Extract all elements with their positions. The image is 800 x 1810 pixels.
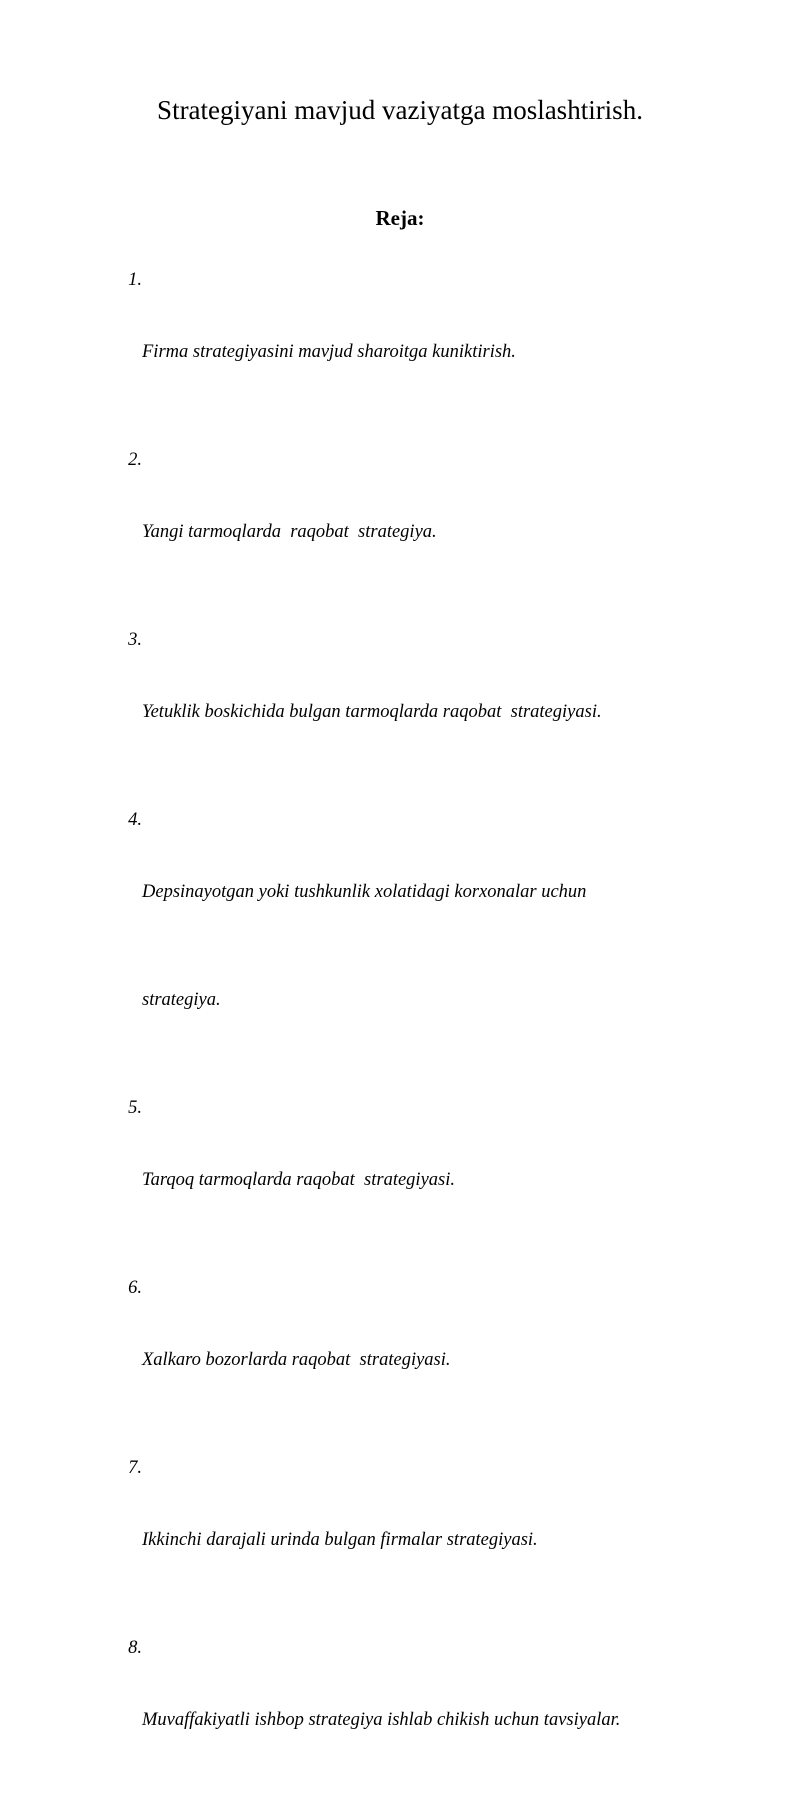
list-item [108, 622, 748, 802]
plan-heading: Reja: [375, 206, 425, 230]
list-item-number: 4. [128, 810, 142, 830]
list-item-text [142, 1450, 748, 1630]
list-item-number: 8. [128, 1638, 142, 1658]
list-item-line: strategiya. [142, 990, 221, 1010]
list-item [108, 1270, 748, 1450]
page-title: Strategiyani mavjud vaziyatga moslashtirish. [157, 95, 643, 125]
list-item-number: 7. [128, 1458, 142, 1478]
list-item [108, 262, 748, 442]
list-item-line: Firma strategiyasini mavjud sharoitga kuniktirish. [142, 342, 516, 362]
list-item-number: 6. [128, 1278, 142, 1298]
list-item [108, 1090, 748, 1270]
list-item-line: Yetuklik boskichida bulgan tarmoqlarda raqobat strategiyasi. [142, 702, 602, 722]
list-item [108, 442, 748, 622]
list-item [108, 1450, 748, 1630]
list-item-line: Ikkinchi darajali urinda bulgan firmalar strategiyasi. [142, 1530, 538, 1550]
list-item-number: 1. [128, 270, 142, 290]
list-item-line: Xalkaro bozorlarda raqobat strategiyasi. [142, 1350, 451, 1370]
list-item-text [142, 1090, 748, 1270]
plan-list [108, 262, 748, 1810]
list-item-line: Depsinayotgan yoki tushkunlik xolatidagi korxonalar uchun [142, 882, 587, 902]
list-item-number: 5. [128, 1098, 142, 1118]
list-item-line: Muvaffakiyatli ishbop strategiya ishlab chikish uchun tavsiyalar. [142, 1710, 621, 1730]
list-item [108, 802, 748, 1090]
list-item-text [142, 262, 748, 442]
list-item-text [142, 1270, 748, 1450]
list-item-text [142, 442, 748, 622]
list-item-number: 3. [128, 630, 142, 650]
list-item-line: Tarqoq tarmoqlarda raqobat strategiyasi. [142, 1170, 456, 1190]
list-item [108, 1630, 748, 1810]
list-item-text [142, 622, 748, 802]
list-item-text [142, 1630, 748, 1810]
list-item-line: Yangi tarmoqlarda raqobat strategiya. [142, 522, 437, 542]
list-item-text [142, 802, 748, 1090]
list-item-number: 2. [128, 450, 142, 470]
